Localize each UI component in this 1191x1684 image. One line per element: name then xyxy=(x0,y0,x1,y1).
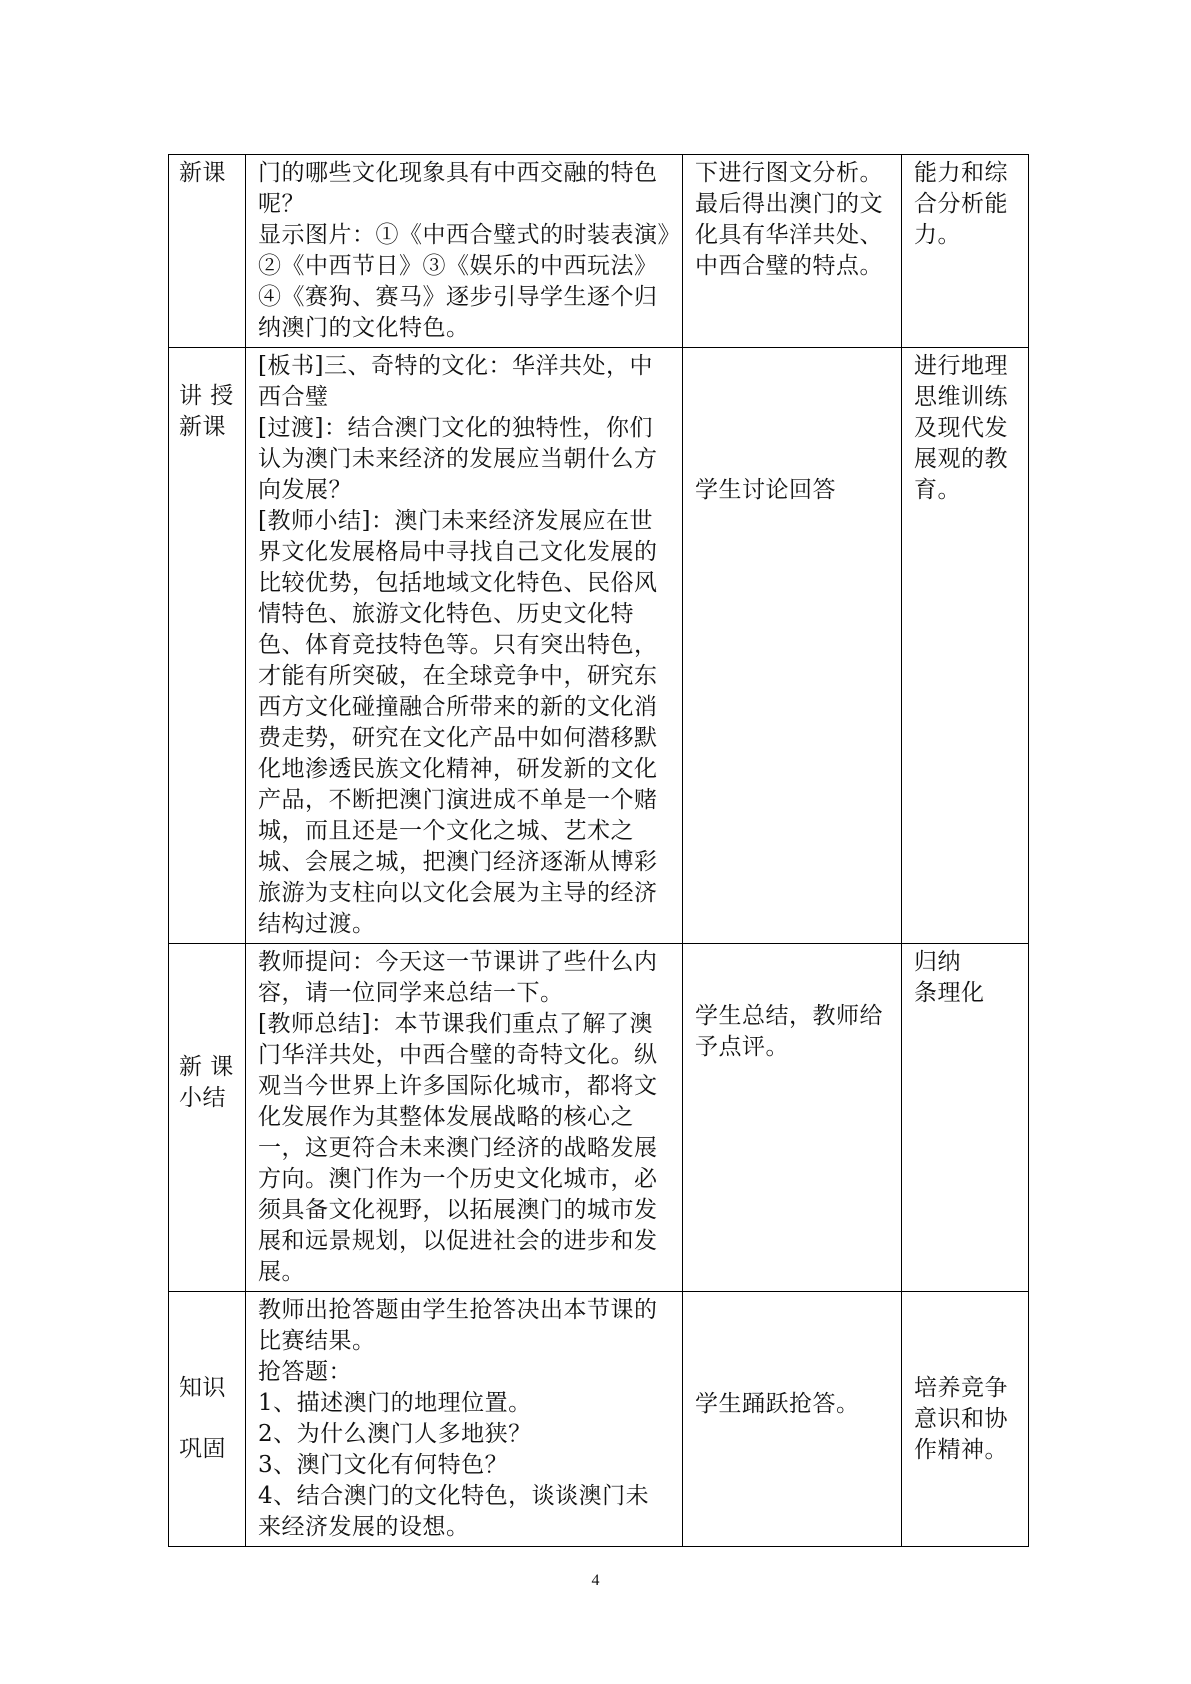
stage-label: 讲 授 xyxy=(179,383,234,409)
content-paragraph: 门的哪些文化现象具有中西交融的特色呢？ xyxy=(258,160,658,217)
student-activity-cell xyxy=(683,1292,902,1547)
goal-text: 能力和综合分析能力。 xyxy=(914,160,1008,248)
stage-label: 巩固 xyxy=(179,1436,226,1462)
content-paragraph: 教师出抢答题由学生抢答决出本节课的比赛结果。 xyxy=(258,1297,658,1354)
goal-text: 条理化 xyxy=(914,980,985,1006)
goal-cell xyxy=(902,1292,1029,1547)
goal-cell xyxy=(902,944,1029,1292)
table-row xyxy=(169,348,1029,944)
content-paragraph: 显示图片：①《中西合璧式的时装表演》②《中西节日》③《娱乐的中西玩法》④《赛狗、赛马》逐步引导学生逐个归纳澳门的文化特色。 xyxy=(258,222,670,341)
stage-label: 新课 xyxy=(179,160,226,186)
stage-label: 知识 xyxy=(179,1375,226,1401)
content-paragraph: [教师小结]：澳门未来经济发展应在世界文化发展格局中寻找自己文化发展的比较优势，包括地域文化特色、民俗风情特色、旅游文化特色、历史文化特色、体育竞技特色等。只有突出特色，才能有所突破，在全球竞争中，研究东西方文化碰撞融合所带来的新的文化消费走势，研究在文化产品中如何潜移默化地渗透民族文化精神，研发新的文化产品，不断把澳门演进成不单是一个赌城，而且还是一个文化之城、艺术之城、会展之城，把澳门经济逐渐从博彩旅游为支柱向以文化会展为主导的经济结构过渡。 xyxy=(258,508,658,937)
table-row xyxy=(169,155,1029,348)
stage-label: 新 课 xyxy=(179,1053,234,1080)
content-paragraph: 抢答题： xyxy=(258,1359,352,1385)
table-row xyxy=(169,944,1029,1292)
stage-label: 小结 xyxy=(179,1084,226,1111)
page-number: 4 xyxy=(591,1572,600,1589)
content-cell xyxy=(246,155,683,348)
stage-label: 新课 xyxy=(179,414,226,440)
goal-cell xyxy=(902,348,1029,944)
content-paragraph: 教师提问：今天这一节课讲了些什么内容，请一位同学来总结一下。 xyxy=(258,949,658,1006)
table-row xyxy=(169,1292,1029,1547)
content-paragraph: 1、描述澳门的地理位置。 xyxy=(258,1390,532,1416)
content-paragraph: [过渡]：结合澳门文化的独特性，你们认为澳门未来经济的发展应当朝什么方向发展？ xyxy=(258,415,658,503)
student-activity-text: 下进行图文分析。最后得出澳门的文化具有华洋共处、中西合璧的特点。 xyxy=(695,160,883,279)
lesson-plan-table xyxy=(168,154,1029,1547)
stage-cell xyxy=(169,1292,246,1547)
content-cell xyxy=(246,944,683,1292)
goal-cell xyxy=(902,155,1029,348)
content-paragraph: 2、为什么澳门人多地狭？ xyxy=(258,1421,532,1447)
stage-cell xyxy=(169,348,246,944)
content-cell xyxy=(246,348,683,944)
goal-text: 归纳 xyxy=(914,949,961,975)
content-paragraph: 4、结合澳门的文化特色，谈谈澳门未来经济发展的设想。 xyxy=(258,1483,650,1540)
student-activity-cell xyxy=(683,348,902,944)
student-activity-text: 学生踊跃抢答。 xyxy=(695,1390,860,1417)
student-activity-text: 学生讨论回答 xyxy=(695,477,836,503)
goal-text: 培养竞争意识和协作精神。 xyxy=(914,1374,1008,1463)
student-activity-cell xyxy=(683,155,902,348)
student-activity-cell xyxy=(683,944,902,1292)
content-paragraph: [教师总结]：本节课我们重点了解了澳门华洋共处，中西合璧的奇特文化。纵观当今世界上许多国际化城市，都将文化发展作为其整体发展战略的核心之一，这更符合未来澳门经济的战略发展方向。澳门作为一个历史文化城市，必须具备文化视野，以拓展澳门的城市发展和远景规划，以促进社会的进步和发展。 xyxy=(258,1011,658,1285)
content-cell xyxy=(246,1292,683,1547)
stage-cell xyxy=(169,944,246,1292)
student-activity-text: 学生总结，教师给予点评。 xyxy=(695,1003,883,1060)
content-paragraph: 3、澳门文化有何特色？ xyxy=(258,1452,509,1478)
stage-cell xyxy=(169,155,246,348)
content-paragraph: [板书]三、奇特的文化：华洋共处，中西合璧 xyxy=(258,353,653,410)
goal-text: 进行地理思维训练及现代发展观的教育。 xyxy=(914,353,1008,503)
